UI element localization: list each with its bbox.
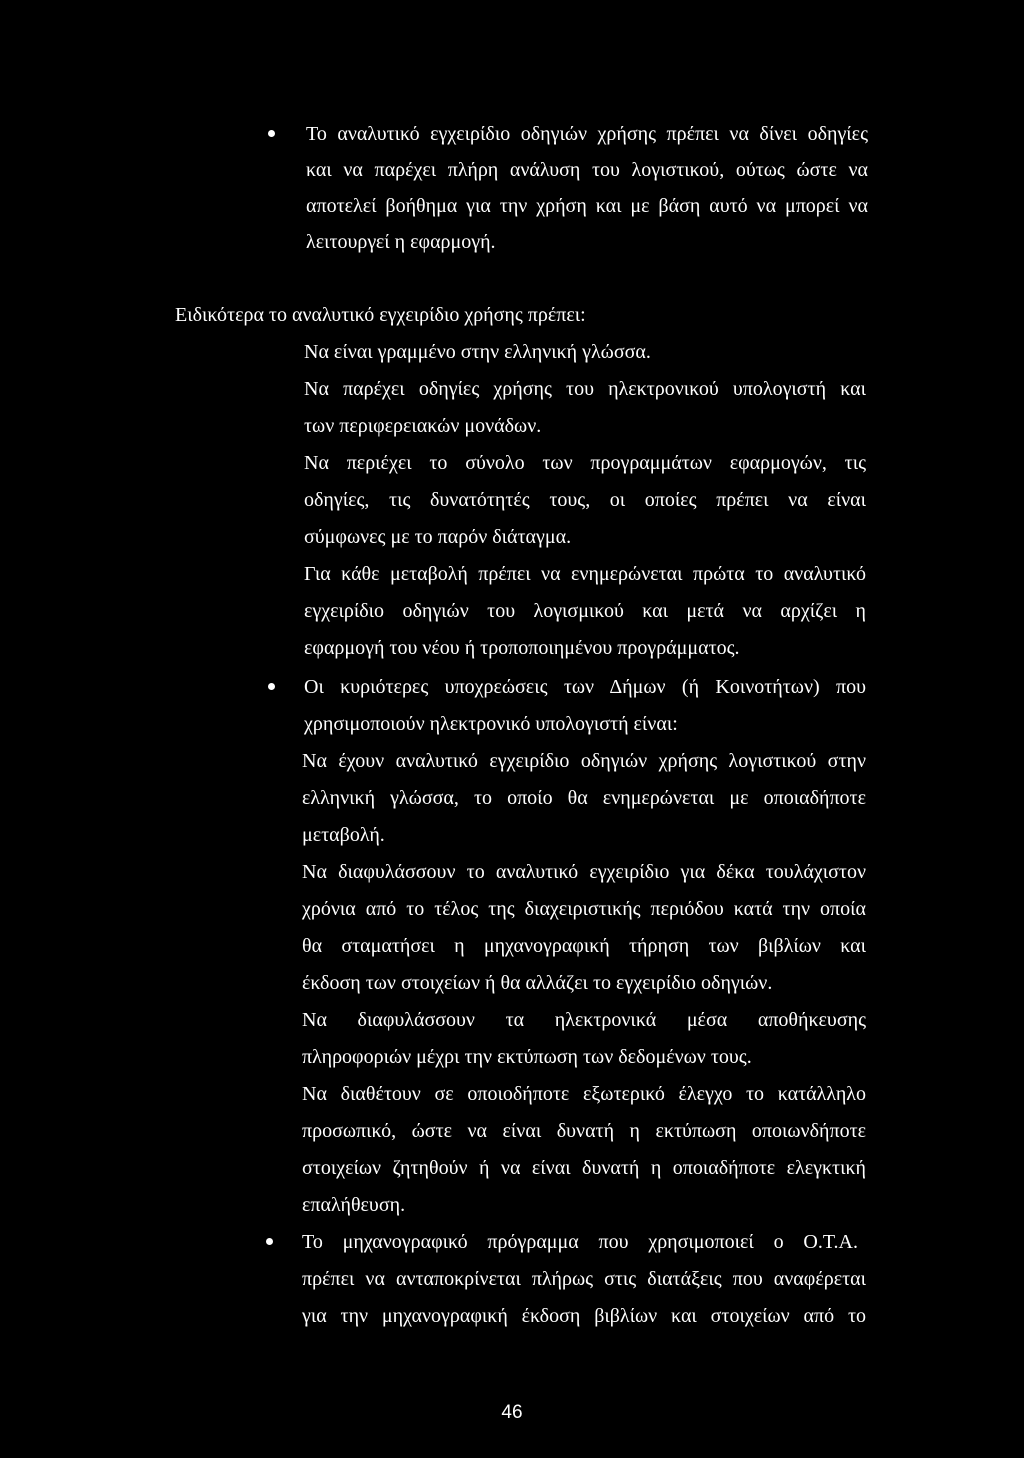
- list-item-cont: χρόνια από το τέλος της διαχειριστικής περιόδου κατά την οποία: [302, 898, 866, 920]
- bullet-dot-icon: [266, 1238, 273, 1245]
- list-item-cont: σύμφωνες με το παρόν διάταγμα.: [304, 526, 572, 548]
- list-item: Να διαφυλάσσουν το αναλυτικό εγχειρίδιο για δέκα τουλάχιστον: [302, 861, 866, 883]
- list-item: Να παρέχει οδηγίες χρήσης του ηλεκτρονικού υπολογιστή και: [304, 378, 866, 400]
- list-item: Να είναι γραμμένο στην ελληνική γλώσσα.: [304, 341, 651, 363]
- text-line: λειτουργεί η εφαρμογή.: [306, 231, 496, 253]
- list-item-cont: προσωπικό, ώστε να είναι δυνατή η εκτύπωση οποιωνδήποτε: [302, 1120, 866, 1142]
- page-number: 46: [501, 1402, 523, 1423]
- list-item-cont: ελληνική γλώσσα, το οποίο θα ενημερώνεται με οποιαδήποτε: [302, 787, 866, 809]
- list-item-cont: των περιφερειακών μονάδων.: [304, 415, 542, 437]
- text-line: πρέπει να ανταποκρίνεται πλήρως στις διατάξεις που αναφέρεται: [302, 1268, 866, 1290]
- list-item: Να διαφυλάσσουν τα ηλεκτρονικά μέσα αποθήκευσης: [302, 1009, 866, 1031]
- text-line: αποτελεί βοήθημα για την χρήση και με βάση αυτό να μπορεί να: [306, 195, 868, 217]
- text-line: Το αναλυτικό εγχειρίδιο οδηγιών χρήσης πρέπει να δίνει οδηγίες: [306, 123, 868, 145]
- text-line: και να παρέχει πλήρη ανάλυση του λογιστικού, ούτως ώστε να: [306, 159, 868, 181]
- list-item-cont: μεταβολή.: [302, 824, 385, 846]
- list-item-cont: θα σταματήσει η μηχανογραφική τήρηση των βιβλίων και: [302, 935, 866, 957]
- text-line: Οι κυριότερες υποχρεώσεις των Δήμων (ή Κοινοτήτων) που: [304, 676, 866, 698]
- bullet-dot-icon: [268, 130, 275, 137]
- list-item-cont: έκδοση των στοιχείων ή θα αλλάζει το εγχειρίδιο οδηγιών.: [302, 972, 773, 994]
- list-item-cont: επαλήθευση.: [302, 1194, 406, 1216]
- list-item: Να περιέχει το σύνολο των προγραμμάτων εφαρμογών, τις: [304, 452, 866, 474]
- list-item: Να διαθέτουν σε οποιοδήποτε εξωτερικό έλεγχο το κατάλληλο: [302, 1083, 866, 1105]
- text-line: Το μηχανογραφικό πρόγραμμα που χρησιμοποιεί ο Ο.Τ.Α.: [302, 1231, 858, 1253]
- list-item-cont: οδηγίες, τις δυνατότητές τους, οι οποίες πρέπει να είναι: [304, 489, 866, 511]
- text-line: για την μηχανογραφική έκδοση βιβλίων και στοιχείων από το: [302, 1305, 866, 1327]
- list-item-cont: πληροφοριών μέχρι την εκτύπωση των δεδομένων τους.: [302, 1046, 752, 1068]
- list-item: Για κάθε μεταβολή πρέπει να ενημερώνεται πρώτα το αναλυτικό: [304, 563, 866, 585]
- list-item-cont: εγχειρίδιο οδηγιών του λογισμικού και μετά να αρχίζει η: [304, 600, 866, 622]
- text-line: χρησιμοποιούν ηλεκτρονικό υπολογιστή είναι:: [304, 713, 678, 735]
- list-item-cont: στοιχείων ζητηθούν ή να είναι δυνατή η οποιαδήποτε ελεγκτική: [302, 1157, 866, 1179]
- bullet-dot-icon: [268, 683, 275, 690]
- section-heading: Ειδικότερα το αναλυτικό εγχειρίδιο χρήσης πρέπει:: [175, 304, 586, 326]
- list-item: Να έχουν αναλυτικό εγχειρίδιο οδηγιών χρήσης λογιστικού στην: [302, 750, 866, 772]
- list-item-cont: εφαρμογή του νέου ή τροποποιημένου προγράμματος.: [304, 637, 740, 659]
